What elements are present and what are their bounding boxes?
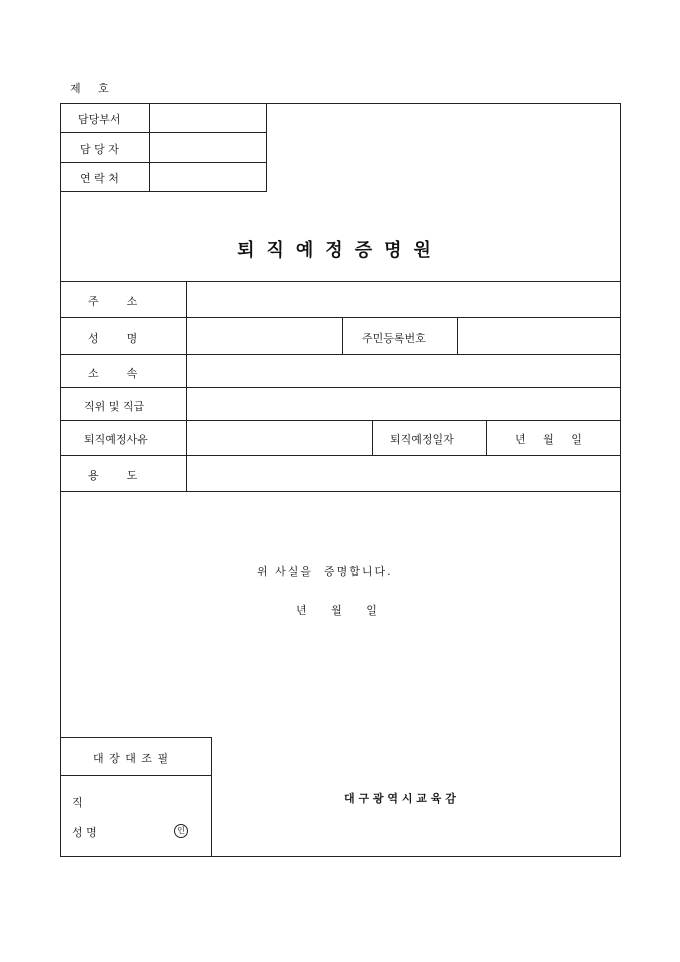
phone-field[interactable] <box>150 163 265 190</box>
issuer-name: 대 구 광 역 시 교 육 감 <box>344 792 456 805</box>
divider <box>60 191 266 192</box>
ledger-check-header: 대 장 대 조 필 <box>93 752 170 765</box>
position-label: 직위 및 직급 <box>84 400 145 413</box>
affiliation-label: 소 속 <box>88 367 138 380</box>
ledger-title-label: 직 <box>72 796 83 809</box>
position-field[interactable] <box>187 388 620 419</box>
address-label: 주 소 <box>88 295 138 308</box>
document-number-label: 제 호 <box>70 82 109 95</box>
purpose-label: 용 도 <box>88 469 138 482</box>
affiliation-field[interactable] <box>187 355 620 386</box>
dept-field[interactable] <box>150 104 265 131</box>
name-field[interactable] <box>187 318 341 353</box>
divider <box>486 420 487 455</box>
divider <box>60 737 211 738</box>
phone-label: 연 락 처 <box>80 172 119 185</box>
name-label: 성 명 <box>88 332 138 345</box>
purpose-field[interactable] <box>187 456 620 490</box>
rrn-field[interactable] <box>458 318 620 353</box>
divider <box>60 491 621 492</box>
address-field[interactable] <box>187 282 620 316</box>
certification-statement: 위 사실을 증명합니다. <box>257 565 393 578</box>
ledger-name-label: 성 명 <box>72 826 97 839</box>
divider <box>342 317 343 354</box>
divider <box>266 103 267 192</box>
issue-date: 년 월 일 <box>296 604 377 617</box>
document-title: 퇴직예정증명원 <box>237 240 443 261</box>
retirement-reason-field[interactable] <box>187 421 371 454</box>
retirement-date-label: 퇴직예정일자 <box>390 433 454 446</box>
divider <box>211 737 212 857</box>
retirement-reason-label: 퇴직예정사유 <box>84 433 148 446</box>
person-in-charge-label: 담 당 자 <box>80 143 119 156</box>
dept-label: 담당부서 <box>78 113 121 126</box>
divider <box>372 420 373 455</box>
divider <box>60 775 211 776</box>
person-in-charge-field[interactable] <box>150 133 265 161</box>
seal-mark-icon: 인 <box>174 824 188 838</box>
retirement-date-value[interactable]: 년 월 일 <box>515 433 582 446</box>
rrn-label: 주민등록번호 <box>362 332 426 345</box>
